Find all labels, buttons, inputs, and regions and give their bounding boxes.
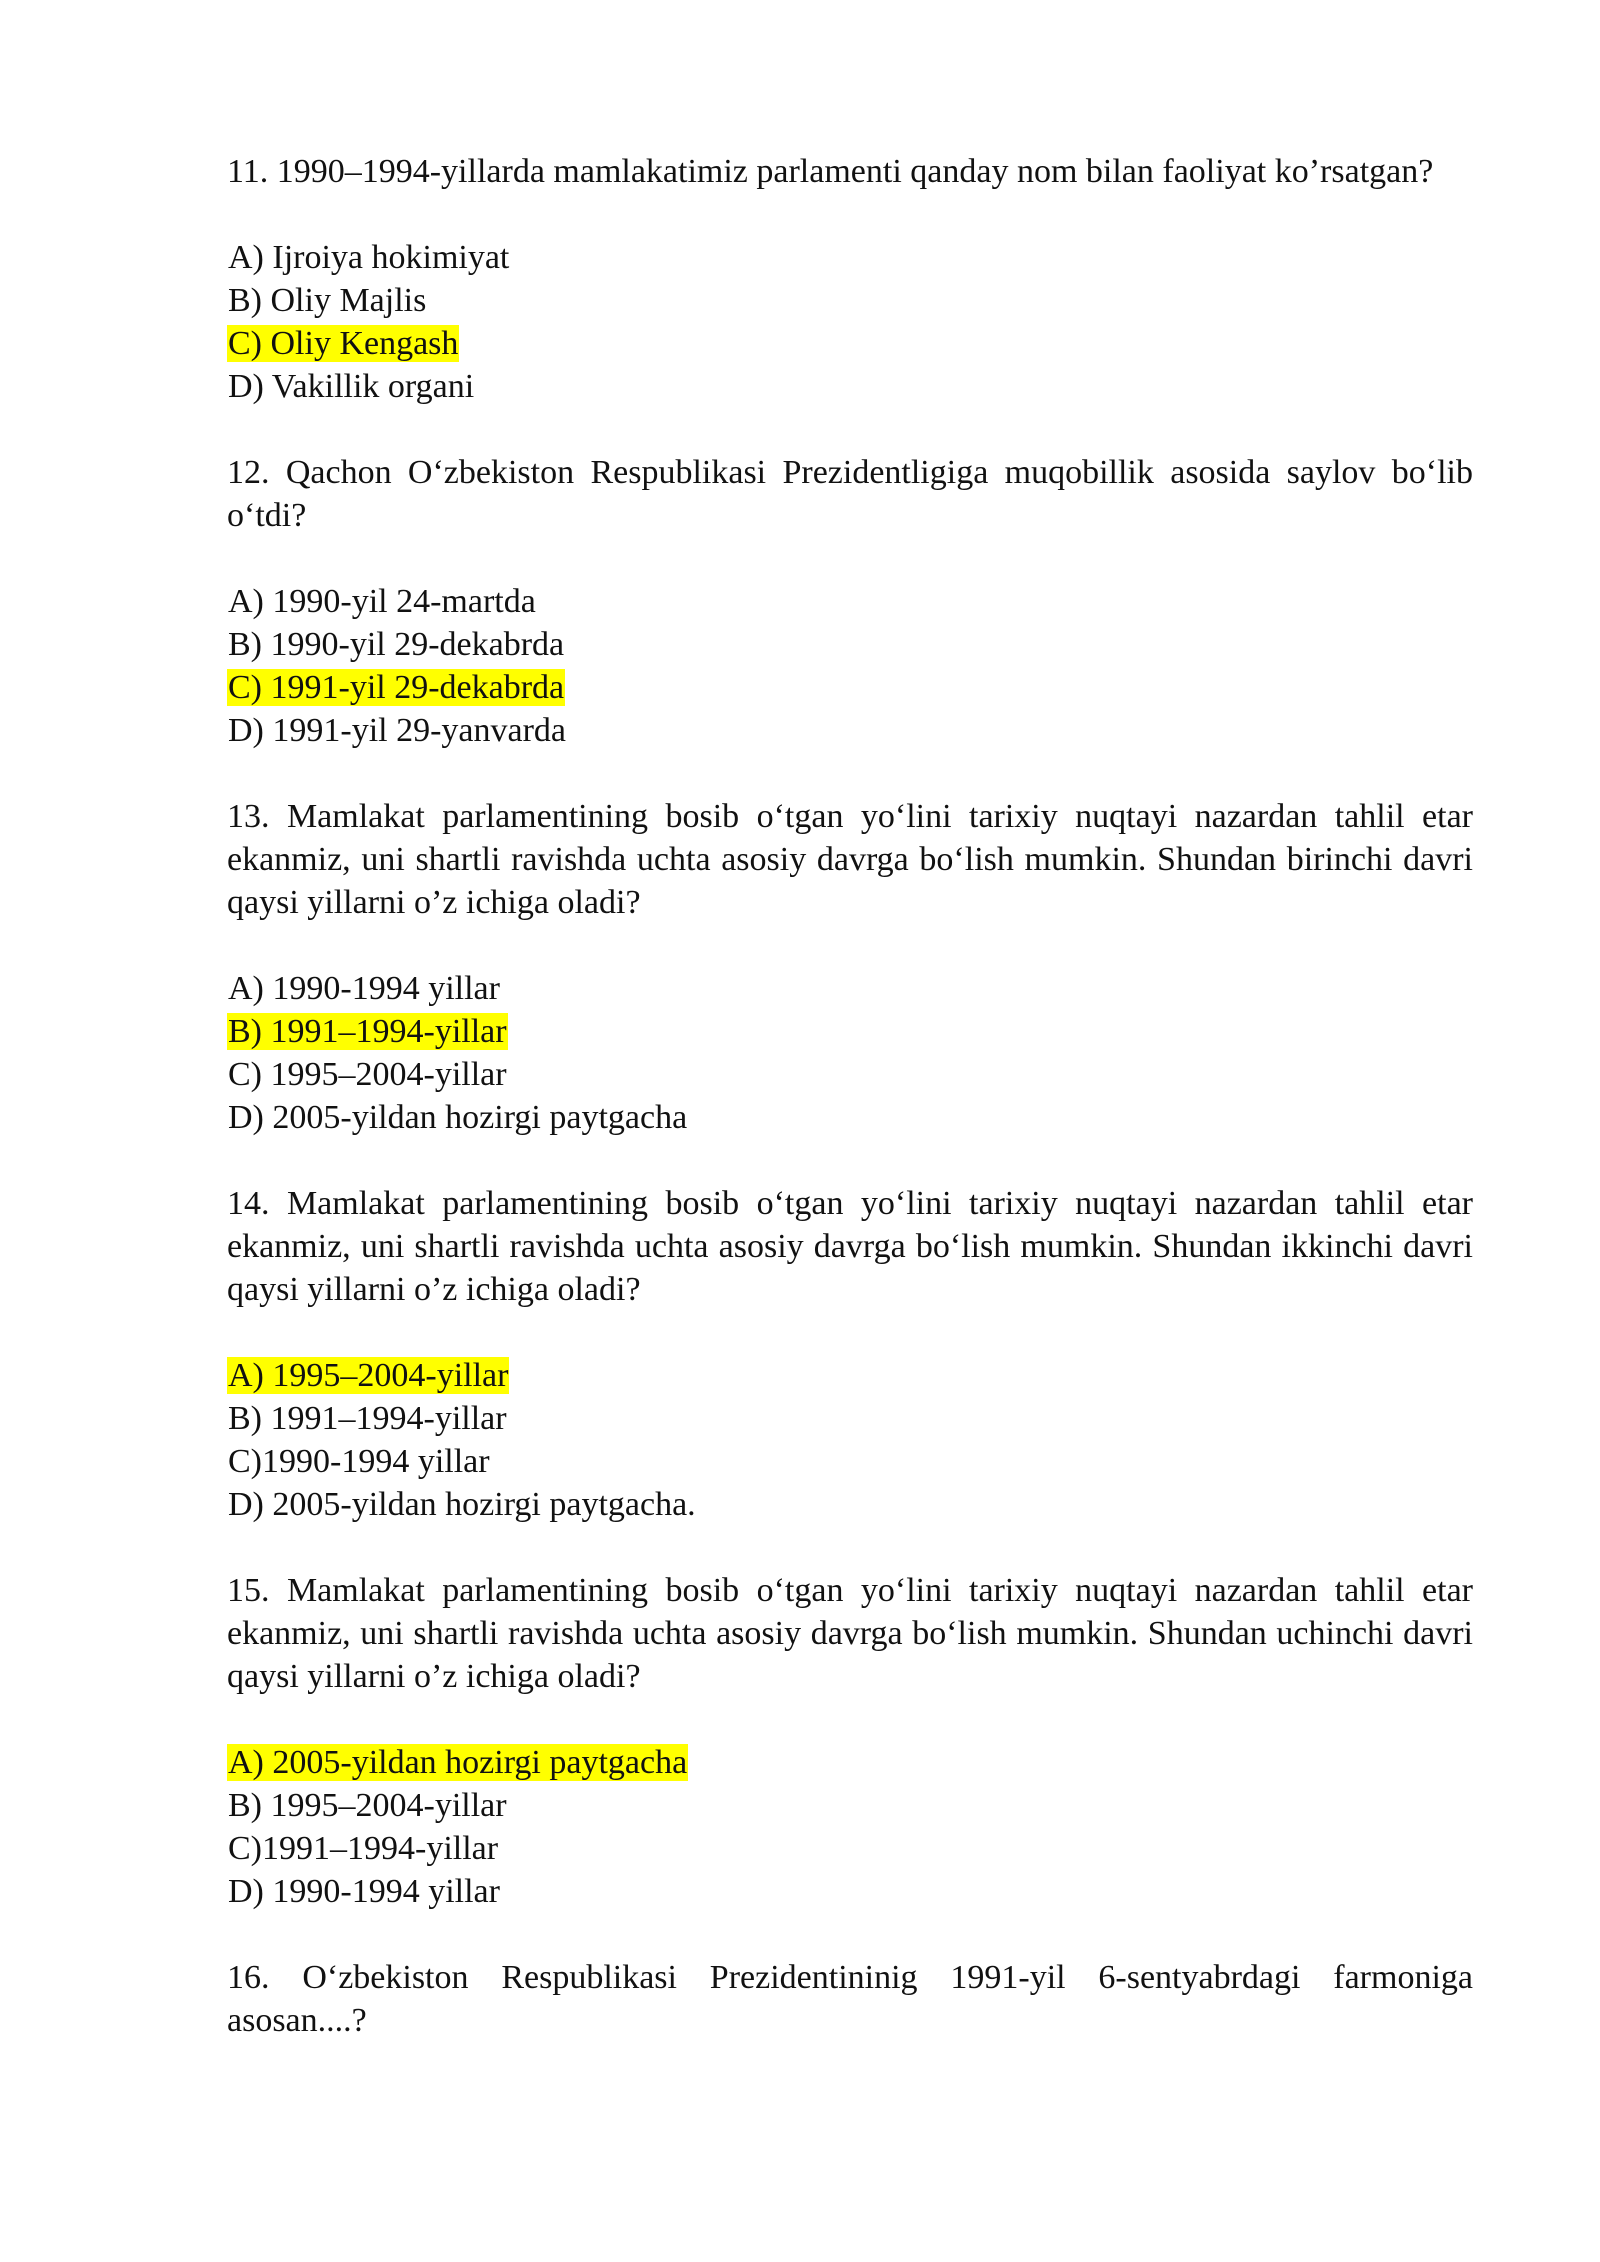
option-b <box>227 623 1473 666</box>
option-d <box>227 709 1473 752</box>
option-text: B) 1990-yil 29-dekabrda <box>228 626 565 663</box>
question-text: 12. Qachon O‘zbekiston Respublikasi Prezidentligiga muqobillik asosida saylov bo‘lib o‘tdi? <box>227 454 1473 534</box>
answer-options <box>227 580 1473 752</box>
question-text: 15. Mamlakat parlamentining bosib o‘tgan yo‘lini tarixiy nuqtayi nazardan tahlil etar ekanmiz, uni shartli ravishda uchta asosiy davrga bo‘lish mumkin. Shundan uchinchi davri qaysi yillarni o’z ichiga oladi? <box>227 1572 1473 1695</box>
option-c <box>227 322 1473 365</box>
option-text: A) 1990-yil 24-martda <box>228 583 536 620</box>
option-text: C) 1991-yil 29-dekabrda <box>228 669 565 706</box>
option-b <box>227 1397 1473 1440</box>
option-a <box>227 967 1473 1010</box>
option-b <box>227 1010 1473 1053</box>
question-12 <box>227 451 1473 752</box>
option-text: D) Vakillik organi <box>228 368 475 405</box>
option-text: D) 2005-yildan hozirgi paytgacha. <box>228 1486 696 1523</box>
answer-options <box>227 1354 1473 1526</box>
option-text: B) 1991–1994-yillar <box>228 1013 507 1050</box>
question-text: 14. Mamlakat parlamentining bosib o‘tgan yo‘lini tarixiy nuqtayi nazardan tahlil etar ekanmiz, uni shartli ravishda uchta asosiy davrga bo‘lish mumkin. Shundan ikkinchi davri qaysi yillarni o’z ichiga oladi? <box>227 1185 1473 1308</box>
question-14 <box>227 1182 1473 1526</box>
option-a <box>227 236 1473 279</box>
option-a <box>227 580 1473 623</box>
question-text: 13. Mamlakat parlamentining bosib o‘tgan yo‘lini tarixiy nuqtayi nazardan tahlil etar ekanmiz, uni shartli ravishda uchta asosiy davrga bo‘lish mumkin. Shundan birinchi davri qaysi yillarni o’z ichiga oladi? <box>227 798 1473 921</box>
option-text: C) Oliy Kengash <box>228 325 459 362</box>
option-text: B) 1995–2004-yillar <box>228 1787 507 1824</box>
question-text: 16. O‘zbekiston Respublikasi Prezidentininig 1991-yil 6-sentyabrdagi farmoniga asosan....? <box>227 1959 1473 2039</box>
option-text: D) 2005-yildan hozirgi paytgacha <box>228 1099 688 1136</box>
option-text: C) 1995–2004-yillar <box>228 1056 507 1093</box>
option-c <box>227 1440 1473 1483</box>
answer-options <box>227 236 1473 408</box>
option-a <box>227 1741 1473 1784</box>
question-11 <box>227 150 1473 408</box>
option-d <box>227 365 1473 408</box>
question-15 <box>227 1569 1473 1913</box>
question-13 <box>227 795 1473 1139</box>
option-text: A) 2005-yildan hozirgi paytgacha <box>228 1744 688 1781</box>
option-b <box>227 279 1473 322</box>
option-text: B) 1991–1994-yillar <box>228 1400 507 1437</box>
option-c <box>227 1053 1473 1096</box>
option-b <box>227 1784 1473 1827</box>
option-d <box>227 1483 1473 1526</box>
option-c <box>227 1827 1473 1870</box>
option-text: A) Ijroiya hokimiyat <box>228 239 510 276</box>
option-d <box>227 1870 1473 1913</box>
option-c <box>227 666 1473 709</box>
option-text: C)1990-1994 yillar <box>228 1443 490 1480</box>
answer-options <box>227 1741 1473 1913</box>
option-text: C)1991–1994-yillar <box>228 1830 499 1867</box>
option-a <box>227 1354 1473 1397</box>
option-text: A) 1990-1994 yillar <box>228 970 500 1007</box>
question-16 <box>227 1956 1473 2042</box>
option-text: A) 1995–2004-yillar <box>228 1357 509 1394</box>
question-text: 11. 1990–1994-yillarda mamlakatimiz parlamenti qanday nom bilan faoliyat ko’rsatgan? <box>227 153 1434 190</box>
document-page <box>227 150 1473 2085</box>
answer-options <box>227 967 1473 1139</box>
option-d <box>227 1096 1473 1139</box>
option-text: D) 1991-yil 29-yanvarda <box>228 712 567 749</box>
option-text: D) 1990-1994 yillar <box>228 1873 500 1910</box>
option-text: B) Oliy Majlis <box>228 282 427 319</box>
